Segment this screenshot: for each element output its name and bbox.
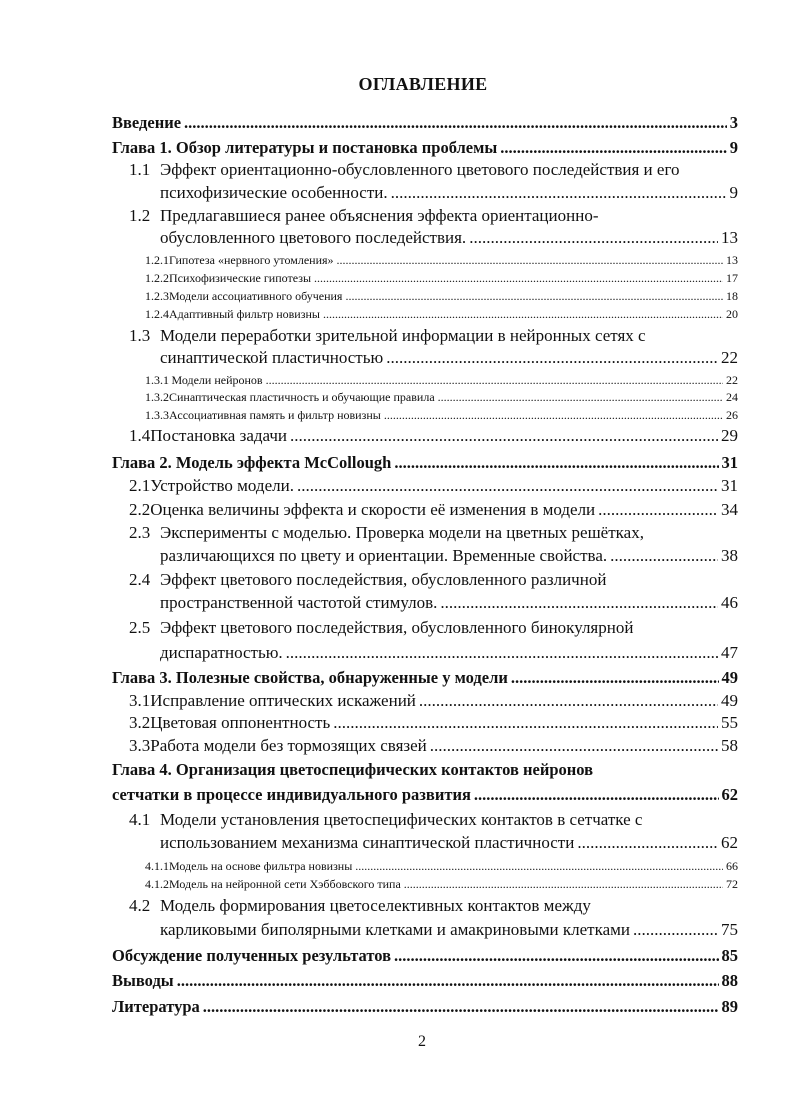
- toc-entry-1-3[interactable]: [160, 347, 738, 369]
- entry-title: Модели установления цветоспецифических контактов в сетчатке с: [160, 810, 643, 829]
- entry-title: диспаратностью.: [160, 643, 283, 662]
- toc-entry-1-2-1[interactable]: [145, 251, 738, 269]
- toc-entry-1-1[interactable]: [160, 182, 738, 204]
- entry-title: Глава 3. Полезные свойства, обнаруженные у модели: [112, 668, 508, 687]
- entry-title: использованием механизма синаптической пластичности: [160, 833, 575, 852]
- entry-title: Эффект цветового последействия, обусловленного бинокулярной: [160, 618, 634, 637]
- toc-entry-1-2-3[interactable]: [145, 287, 738, 305]
- dot-leader: [355, 857, 723, 875]
- entry-page-number: 85: [721, 946, 738, 965]
- toc-entry-4-1-2[interactable]: [145, 875, 738, 893]
- toc-entry-3-3[interactable]: [129, 735, 738, 757]
- dot-leader: [511, 667, 719, 689]
- entry-title: Выводы: [112, 971, 174, 990]
- toc-entry-19[interactable]: [112, 667, 738, 689]
- entry-page-number: 29: [721, 426, 738, 445]
- toc-entry-4-2[interactable]: [129, 895, 591, 917]
- toc-entry-1-3-2[interactable]: [145, 388, 738, 406]
- toc-entry-30[interactable]: [112, 996, 738, 1018]
- entry-title: различающихся по цвету и ориентации. Временные свойства.: [160, 546, 608, 565]
- dot-leader: [610, 545, 718, 567]
- entry-page-number: 66: [726, 859, 738, 873]
- entry-number: 2.2: [129, 500, 151, 519]
- entry-page-number: 58: [721, 736, 738, 755]
- entry-title: синаптической пластичностью: [160, 348, 384, 367]
- entry-number: 1.2: [129, 206, 151, 225]
- dot-leader: [577, 832, 718, 854]
- entry-number: 2.4: [129, 570, 151, 589]
- entry-page-number: 88: [721, 971, 738, 990]
- entry-page-number: 26: [726, 408, 738, 422]
- entry-page-number: 20: [726, 307, 738, 321]
- toc-entry-1-2[interactable]: [160, 227, 738, 249]
- entry-page-number: 75: [721, 920, 738, 939]
- entry-page-number: 49: [721, 691, 738, 710]
- entry-page-number: 47: [721, 643, 738, 662]
- entry-page-number: 31: [721, 453, 738, 472]
- toc-entry-0[interactable]: [112, 112, 738, 134]
- entry-page-number: 55: [721, 713, 738, 732]
- dot-leader: [323, 305, 723, 323]
- entry-page-number: 62: [721, 785, 738, 804]
- entry-title: Модель на основе фильтра новизны: [169, 859, 353, 873]
- toc-entry-3-1[interactable]: [129, 690, 738, 712]
- entry-number: 1.2.1: [145, 253, 169, 267]
- entry-number: 1.2.4: [145, 307, 169, 321]
- entry-title: карликовыми биполярными клетками и амакриновыми клетками: [160, 920, 630, 939]
- toc-entry-28[interactable]: [112, 945, 738, 967]
- dot-leader: [394, 452, 718, 474]
- dot-leader: [337, 251, 723, 269]
- toc-entry-2-4[interactable]: [160, 592, 738, 614]
- toc-entry-1-2-2[interactable]: [145, 269, 738, 287]
- entry-page-number: 22: [721, 348, 738, 367]
- entry-page-number: 18: [726, 289, 738, 303]
- entry-title: Исправление оптических искажений: [150, 691, 416, 710]
- dot-leader: [386, 347, 718, 369]
- dot-leader: [404, 875, 723, 893]
- entry-number: 4.1.2: [145, 877, 169, 891]
- entry-number: 3.2: [129, 713, 151, 732]
- entry-page-number: 24: [726, 390, 738, 404]
- dot-leader: [333, 712, 718, 734]
- entry-title: пространственной частотой стимулов.: [160, 593, 438, 612]
- entry-page-number: 46: [721, 593, 738, 612]
- entry-title: Модели нейронов: [171, 373, 263, 387]
- entry-page-number: 62: [721, 833, 738, 852]
- entry-title: Психофизические гипотезы: [169, 271, 312, 285]
- entry-number: 4.1.1: [145, 859, 169, 873]
- entry-title: Эксперименты с моделью. Проверка модели на цветных решётках,: [160, 523, 644, 542]
- entry-title: Глава 4. Организация цветоспецифических контактов нейронов: [112, 760, 594, 779]
- toc-entry-1-4[interactable]: [129, 425, 738, 447]
- entry-page-number: 72: [726, 877, 738, 891]
- entry-page-number: 13: [726, 253, 738, 267]
- entry-title: Глава 1. Обзор литературы и постановка проблемы: [112, 138, 498, 157]
- toc-entry-2-4[interactable]: [129, 569, 606, 591]
- toc-entry-29[interactable]: [112, 970, 738, 992]
- dot-leader: [394, 945, 718, 967]
- entry-number: 4.1: [129, 810, 151, 829]
- dot-leader: [633, 919, 718, 941]
- dot-leader: [203, 996, 719, 1018]
- dot-leader: [290, 425, 718, 447]
- entry-title: Модель формирования цветоселективных контактов между: [160, 896, 591, 915]
- entry-title: обусловленного цветового последействия.: [160, 228, 467, 247]
- entry-title: сетчатки в процессе индивидуального развития: [112, 785, 471, 804]
- dot-leader: [345, 287, 723, 305]
- entry-number: 2.5: [129, 618, 151, 637]
- dot-leader: [500, 137, 727, 159]
- dot-leader: [177, 970, 719, 992]
- entry-title: Глава 2. Модель эффекта McCollough: [112, 453, 392, 472]
- entry-page-number: 9: [729, 183, 738, 202]
- toc-entry-1-1[interactable]: [129, 159, 680, 181]
- page-number: 2: [418, 1033, 426, 1050]
- entry-number: 1.3.3: [145, 408, 169, 422]
- entry-title: Обсуждение полученных результатов: [112, 946, 392, 965]
- dot-leader: [391, 182, 727, 204]
- toc-entry-1-2[interactable]: [129, 205, 598, 227]
- toc-entry-2-2[interactable]: [129, 499, 738, 521]
- dot-leader: [598, 499, 718, 521]
- toc-title: ОГЛАВЛЕНИЕ: [358, 74, 488, 94]
- toc-entry-1-3[interactable]: [129, 325, 646, 347]
- entry-number: 2.1: [129, 476, 151, 495]
- entry-page-number: 31: [721, 476, 738, 495]
- entry-title: Синаптическая пластичность и обучающие правила: [169, 390, 435, 404]
- dot-leader: [469, 227, 718, 249]
- entry-page-number: 13: [721, 228, 738, 247]
- entry-title: Модель на нейронной сети Хэббовского типа: [169, 877, 401, 891]
- entry-title: Цветовая оппонентность: [150, 713, 331, 732]
- entry-page-number: 49: [721, 668, 738, 687]
- dot-leader: [440, 592, 718, 614]
- toc-entry-2-3[interactable]: [129, 522, 644, 544]
- entry-number: 3.1: [129, 691, 151, 710]
- entry-page-number: 22: [726, 373, 738, 387]
- entry-number: 4.2: [129, 896, 151, 915]
- entry-title: Модели переработки зрительной информации в нейронных сетях с: [160, 326, 646, 345]
- dot-leader: [286, 642, 718, 664]
- toc-entry-2-1[interactable]: [129, 475, 738, 497]
- toc-entry-4-1[interactable]: [129, 809, 642, 831]
- toc-entry-23[interactable]: [112, 784, 738, 806]
- entry-title: Эффект ориентационно-обусловленного цветового последействия и его: [160, 160, 680, 179]
- entry-page-number: 89: [721, 997, 738, 1016]
- entry-title: Постановка задачи: [150, 426, 288, 445]
- entry-title: Оценка величины эффекта и скорости её изменения в модели: [150, 500, 596, 519]
- entry-title: Гипотеза «нервного утомления»: [169, 253, 334, 267]
- toc-entry-2-3[interactable]: [160, 545, 738, 567]
- entry-page-number: 17: [726, 271, 738, 285]
- toc-entry-2-5[interactable]: [160, 642, 738, 664]
- entry-page-number: 34: [721, 500, 738, 519]
- toc-entry-2-5[interactable]: [129, 617, 633, 639]
- dot-leader: [384, 406, 723, 424]
- toc-entry-13[interactable]: [112, 452, 738, 474]
- entry-title: Ассоциативная память и фильтр новизны: [169, 408, 381, 422]
- toc-entry-1[interactable]: [112, 137, 738, 159]
- entry-title: Эффект цветового последействия, обусловленного различной: [160, 570, 607, 589]
- entry-number: 1.2.2: [145, 271, 169, 285]
- toc-entry-1-2-4[interactable]: [145, 305, 738, 323]
- entry-number: 1.3.1: [145, 373, 169, 387]
- entry-title: Адаптивный фильтр новизны: [169, 307, 320, 321]
- dot-leader: [266, 371, 723, 389]
- entry-page-number: 38: [721, 546, 738, 565]
- entry-number: 3.3: [129, 736, 151, 755]
- dot-leader: [430, 735, 718, 757]
- dot-leader: [474, 784, 719, 806]
- dot-leader: [297, 475, 718, 497]
- entry-title: Литература: [112, 997, 200, 1016]
- toc-entry-4-2[interactable]: [160, 919, 738, 941]
- entry-number: 1.4: [129, 426, 151, 445]
- entry-title: Модели ассоциативного обучения: [169, 289, 343, 303]
- entry-number: 1.2.3: [145, 289, 169, 303]
- toc-entry-3-2[interactable]: [129, 712, 738, 734]
- dot-leader: [419, 690, 718, 712]
- entry-page-number: 3: [729, 113, 738, 132]
- entry-title: психофизические особенности.: [160, 183, 388, 202]
- entry-title: Работа модели без тормозящих связей: [150, 736, 427, 755]
- entry-title: Устройство модели.: [150, 476, 294, 495]
- dot-leader: [314, 269, 723, 287]
- dot-leader: [184, 112, 727, 134]
- entry-title: Введение: [112, 113, 182, 132]
- entry-title: Предлагавшиеся ранее объяснения эффекта ориентационно-: [160, 206, 599, 225]
- entry-number: 1.3: [129, 326, 151, 345]
- toc-entry-4-1[interactable]: [160, 832, 738, 854]
- entry-number: 1.3.2: [145, 390, 169, 404]
- toc-entry-4-1-1[interactable]: [145, 857, 738, 875]
- toc-entry-1-3-3[interactable]: [145, 406, 738, 424]
- entry-number: 1.1: [129, 160, 151, 179]
- toc-entry-1-3-1[interactable]: [145, 371, 738, 389]
- dot-leader: [438, 388, 723, 406]
- entry-page-number: 9: [729, 138, 738, 157]
- entry-number: 2.3: [129, 523, 151, 542]
- toc-entry-23[interactable]: [112, 759, 593, 781]
